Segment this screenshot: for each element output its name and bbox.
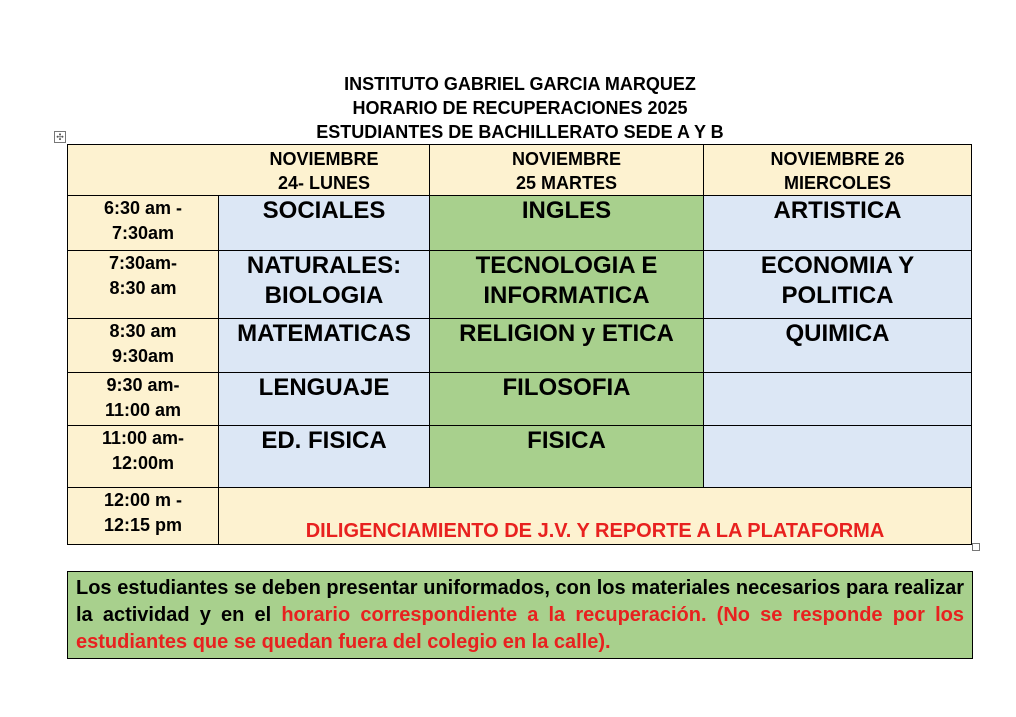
time-line: 12:00 m - — [103, 490, 183, 510]
schedule-title: HORARIO DE RECUPERACIONES 2025 — [352, 98, 688, 118]
time-slot — [68, 426, 219, 488]
schedule-row-last — [68, 488, 972, 545]
note-text: Los estudiantes se deben presentar uniformados, con los materiales necesarios para realizar la actividad y en el — [76, 577, 964, 626]
subject-cell — [219, 196, 430, 251]
day-header-tuesday — [430, 145, 704, 196]
subject-cell — [219, 426, 430, 488]
subject-name: SOCIALES — [262, 197, 386, 224]
table-move-handle-icon[interactable]: ✣ — [54, 131, 66, 143]
subject-name: QUIMICA — [785, 320, 890, 347]
table-resize-handle[interactable] — [972, 543, 980, 551]
subject-cell — [430, 426, 704, 488]
day-header-row — [68, 145, 972, 196]
document-header — [0, 72, 1016, 144]
time-line: 8:30 am — [109, 321, 177, 341]
subject-cell — [704, 426, 972, 488]
time-line: 8:30 am — [109, 278, 177, 298]
time-slot — [68, 488, 219, 545]
schedule-row — [68, 319, 972, 373]
subject-cell — [219, 319, 430, 373]
time-line: 9:30am — [111, 346, 175, 366]
subject-name: INFORMATICA — [483, 282, 650, 309]
day-header-wednesday — [704, 145, 972, 196]
subject-cell — [430, 251, 704, 319]
time-line: 9:30 am- — [106, 375, 180, 395]
day-label: 24- LUNES — [277, 173, 371, 193]
platform-notice-cell — [219, 488, 972, 545]
subject-name: ED. FISICA — [261, 427, 387, 454]
day-header-monday — [68, 145, 430, 196]
time-line: 11:00 am- — [101, 428, 185, 448]
time-line: 12:15 pm — [103, 515, 183, 535]
subject-cell — [430, 196, 704, 251]
time-line: 12:00m — [111, 453, 175, 473]
subject-name: LENGUAJE — [258, 374, 390, 401]
day-label: 25 MARTES — [515, 173, 618, 193]
subject-cell — [430, 373, 704, 426]
day-month: NOVIEMBRE — [269, 149, 379, 169]
schedule-row — [68, 251, 972, 319]
schedule-table — [67, 144, 972, 545]
subject-cell — [704, 373, 972, 426]
subject-cell — [704, 319, 972, 373]
institution-name: INSTITUTO GABRIEL GARCIA MARQUEZ — [344, 74, 696, 94]
time-slot — [68, 373, 219, 426]
time-line: 6:30 am - — [103, 198, 183, 218]
subject-name: FISICA — [527, 427, 606, 454]
instructions-note — [67, 571, 973, 659]
time-line: 7:30am — [111, 223, 175, 243]
subject-name: INGLES — [521, 197, 612, 224]
subject-name: BIOLOGIA — [264, 282, 384, 309]
time-line: 7:30am- — [108, 253, 178, 273]
day-month: NOVIEMBRE 26 — [770, 149, 905, 169]
schedule-row — [68, 373, 972, 426]
subject-cell — [704, 196, 972, 251]
subject-name: POLITICA — [781, 282, 894, 309]
schedule-row — [68, 426, 972, 488]
time-slot — [68, 319, 219, 373]
note-warning-text: horario correspondiente a la recuperación. (No se responde por los estudiantes que se quedan fuera del colegio en la calle). — [76, 604, 964, 653]
subject-cell — [219, 373, 430, 426]
schedule-subtitle: ESTUDIANTES DE BACHILLERATO SEDE A Y B — [316, 122, 724, 142]
subject-cell — [219, 251, 430, 319]
subject-name: ARTISTICA — [773, 197, 902, 224]
subject-name: RELIGION y ETICA — [459, 320, 674, 347]
time-slot — [68, 251, 219, 319]
subject-name: TECNOLOGIA E — [475, 252, 658, 279]
day-label: MIERCOLES — [783, 173, 891, 193]
time-slot — [68, 196, 219, 251]
subject-cell — [704, 251, 972, 319]
subject-name: MATEMATICAS — [237, 320, 411, 347]
schedule-row — [68, 196, 972, 251]
platform-notice: DILIGENCIAMIENTO DE J.V. Y REPORTE A LA PLATAFORMA — [305, 520, 885, 542]
subject-cell — [430, 319, 704, 373]
subject-name: FILOSOFIA — [502, 374, 631, 401]
time-line: 11:00 am — [104, 400, 182, 420]
subject-name: NATURALES: — [246, 252, 402, 279]
subject-name: ECONOMIA Y — [760, 252, 915, 279]
day-month: NOVIEMBRE — [511, 149, 621, 169]
